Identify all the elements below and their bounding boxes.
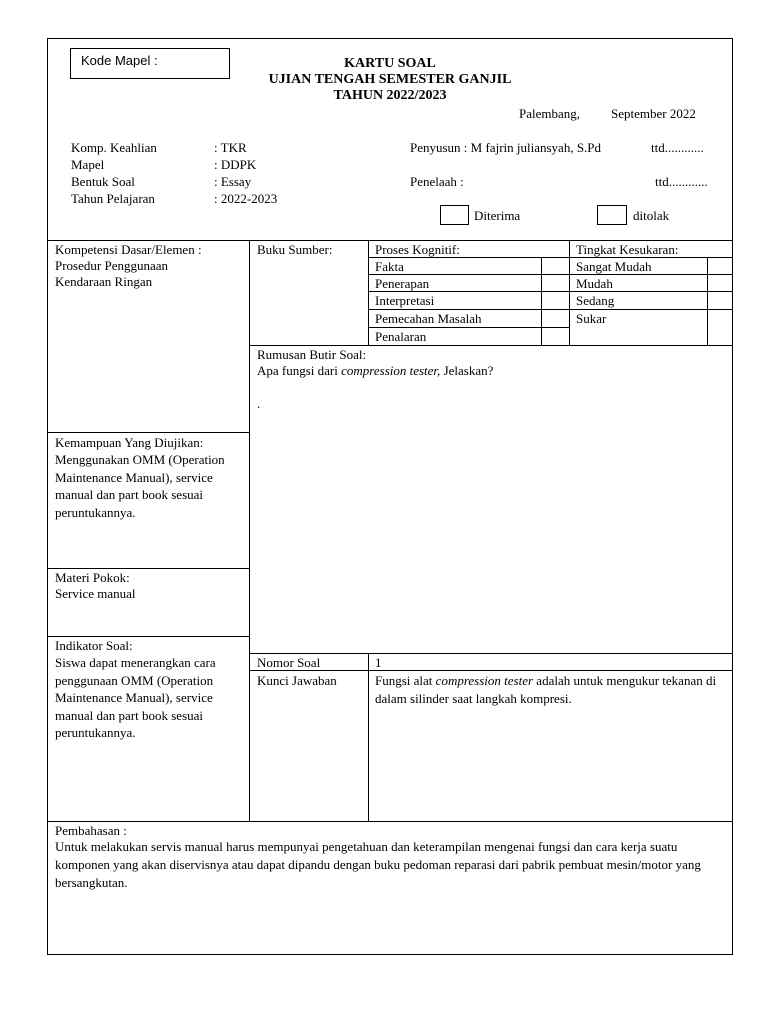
proses-row-line-3 — [368, 309, 733, 310]
left-sep-1 — [48, 432, 249, 433]
diterima-checkbox[interactable] — [440, 205, 469, 225]
tahun-pelajaran-value: : 2022-2023 — [214, 191, 278, 206]
buku-sumber-label: Buku Sumber: — [257, 242, 333, 257]
nomor-soal-label: Nomor Soal — [257, 655, 321, 670]
place: Palembang, — [519, 106, 581, 121]
indikator-label: Indikator Soal: — [55, 638, 133, 653]
tingkat-item-sukar: Sukar — [576, 311, 607, 326]
bentuk-soal-value: : Essay — [214, 174, 252, 189]
penelaah-ttd: ttd............ — [655, 174, 708, 189]
rumusan-dot: . — [257, 396, 261, 411]
proses-kognitif-label: Proses Kognitif: — [375, 242, 460, 257]
penyusun: Penyusun : M fajrin juliansyah, S.Pd — [410, 140, 602, 155]
diterima-label: Diterima — [474, 208, 521, 223]
rumusan-top-line — [249, 345, 733, 346]
mapel-value: : DDPK — [214, 157, 257, 172]
kode-mapel-label: Kode Mapel : — [81, 53, 158, 68]
tingkat-item-sangat-mudah: Sangat Mudah — [576, 259, 652, 274]
proses-item-interpretasi: Interpretasi — [375, 293, 435, 308]
date: September 2022 — [611, 106, 696, 121]
kunci-jawaban-value — [375, 672, 727, 708]
tingkat-check-divider — [707, 257, 708, 345]
answer-text-prefix: Fungsi alat — [375, 673, 436, 688]
indikator-value: Siswa dapat menerangkan cara penggunaan OMM (Operation Maintenance Manual), service manual dan part book sesuai peruntukannya. — [55, 655, 216, 740]
proses-row-line-1 — [368, 274, 733, 275]
grid-top-line — [48, 240, 733, 241]
komp-keahlian-value: : TKR — [214, 140, 247, 155]
title-line-1: KARTU SOAL — [344, 56, 436, 71]
kunci-jawaban-label: Kunci Jawaban — [257, 673, 337, 688]
left-sep-2 — [48, 568, 249, 569]
kemampuan-label: Kemampuan Yang Diujikan: — [55, 435, 204, 450]
title-line-2: UJIAN TENGAH SEMESTER GANJIL — [268, 72, 512, 87]
tahun-pelajaran-label: Tahun Pelajaran — [71, 191, 155, 206]
mapel-label: Mapel — [71, 157, 105, 172]
rumusan-question — [257, 363, 493, 379]
tingkat-kesukaran-label: Tingkat Kesukaran: — [576, 242, 679, 257]
proses-item-fakta: Fakta — [375, 259, 404, 274]
question-text-prefix: Apa fungsi dari — [257, 363, 342, 378]
proses-item-penalaran: Penalaran — [375, 329, 427, 344]
left-sep-3 — [48, 636, 249, 637]
pembahasan-label: Pembahasan : — [55, 823, 127, 838]
tingkat-divider — [569, 240, 570, 345]
materi-value: Service manual — [55, 586, 136, 601]
question-text-italic: compression tester, — [341, 363, 441, 378]
kunci-top-line — [249, 670, 733, 671]
question-text-suffix: Jelaskan? — [440, 363, 494, 378]
kemampuan-value: Menggunakan OMM (Operation Maintenance Manual), service manual dan part book sesuai peruntukannya. — [55, 452, 225, 520]
nomor-divider — [368, 653, 369, 821]
ditolak-label: ditolak — [633, 208, 670, 223]
proses-item-pemecahan: Pemecahan Masalah — [375, 311, 482, 326]
penyusun-ttd: ttd............ — [651, 140, 704, 155]
tingkat-item-sedang: Sedang — [576, 293, 615, 308]
nomor-top-line — [249, 653, 733, 654]
penelaah: Penelaah : — [410, 174, 464, 189]
proses-check-divider — [541, 257, 542, 345]
kompetensi-label: Kompetensi Dasar/Elemen : — [55, 242, 202, 257]
kompetensi-value: Prosedur Penggunaan Kendaraan Ringan — [55, 258, 169, 289]
proses-item-penerapan: Penerapan — [375, 276, 430, 291]
pembahasan-top-line — [48, 821, 733, 822]
answer-text-suffix: adalah untuk mengukur tekanan di dalam silinder saat langkah kompresi. — [375, 673, 717, 706]
title-line-3: TAHUN 2022/2023 — [333, 88, 447, 103]
tingkat-item-mudah: Mudah — [576, 276, 613, 291]
answer-text-italic: compression tester — [435, 673, 534, 688]
nomor-soal-value: 1 — [375, 655, 382, 670]
left-column-divider — [249, 240, 250, 821]
buku-sumber-divider — [368, 240, 369, 345]
proses-row-line-4 — [368, 327, 569, 328]
materi-label: Materi Pokok: — [55, 570, 130, 585]
rumusan-label: Rumusan Butir Soal: — [257, 347, 367, 362]
bentuk-soal-label: Bentuk Soal — [71, 174, 135, 189]
komp-keahlian-label: Komp. Keahlian — [71, 140, 157, 155]
ditolak-checkbox[interactable] — [597, 205, 627, 225]
pembahasan-text: Untuk melakukan servis manual harus mempunyai pengetahuan dan keterampilan mengenai fungsi dan cara kerja suatu komponen yang akan diservisnya atau dapat dipandu dengan buku pedoman reparasi dari pabrik pembuat mesin/motor yang bersangkutan. — [55, 839, 701, 890]
